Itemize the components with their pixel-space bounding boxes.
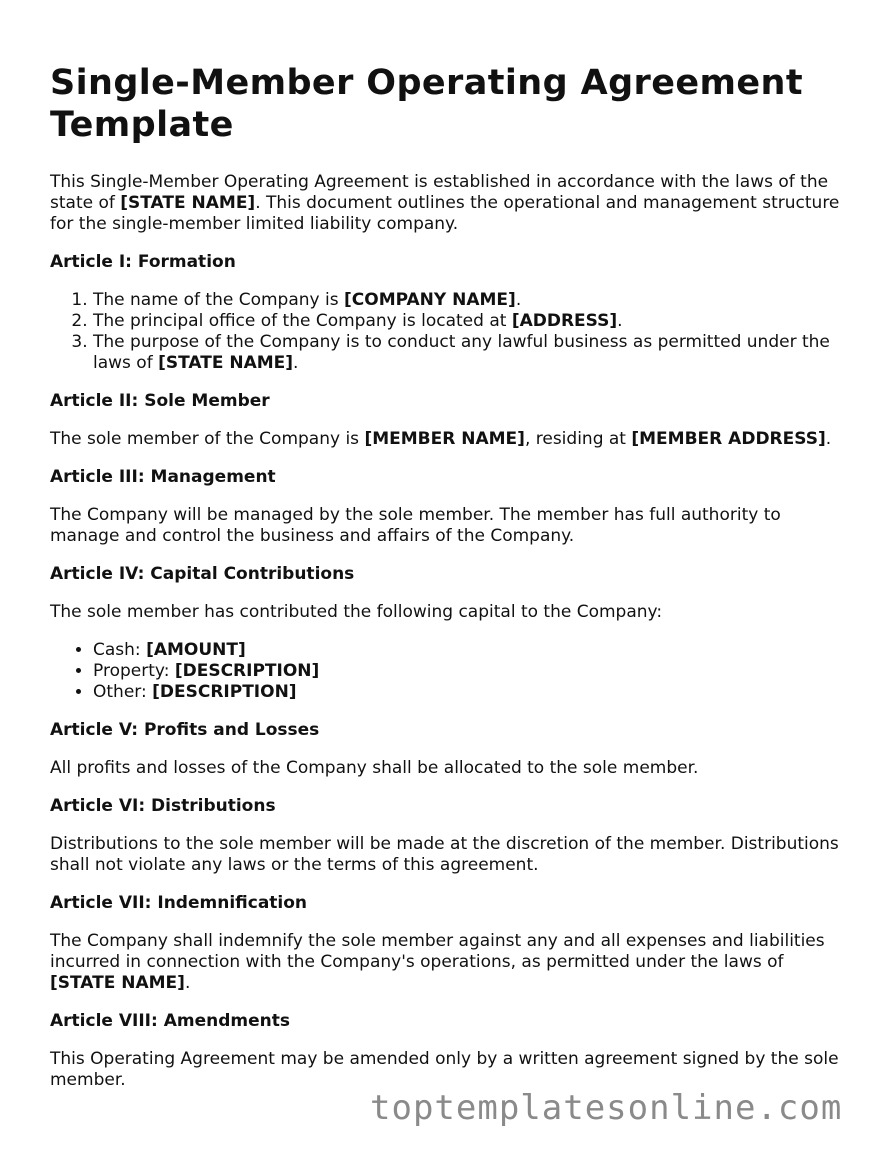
article-5-heading: Article V: Profits and Losses [50,720,320,740]
article-7-text-1: The Company shall indemnify the sole member against any and all expenses and liabilities incurred in connection with the Company's operations, as permitted under the laws of [50,931,825,972]
article-3-text: The Company will be managed by the sole member. The member has full authority to manage and control the business and affairs of the Company. [50,505,781,546]
list-item [93,290,850,311]
article-3 [50,467,850,547]
article-1-heading: Article I: Formation [50,252,236,272]
item-text: . [617,311,623,331]
article-7-text [50,931,850,994]
article-2-text [50,429,850,450]
article-7-text-2: . [184,973,191,993]
intro-text-1: This Single-Member Operating Agreement is established in accordance with the laws of the state of [50,172,829,213]
formation-list [50,290,850,374]
article-6-text: Distributions to the sole member will be made at the discretion of the member. Distributions shall not violate any laws or the terms of this agreement. [50,834,839,875]
intro-paragraph [50,172,850,235]
item-text: . [515,290,522,310]
list-item [93,682,850,703]
list-item [93,332,850,374]
address-placeholder: [ADDRESS] [511,311,618,331]
state-name-placeholder: [STATE NAME] [120,193,256,213]
article-7-heading: Article VII: Indemnification [50,893,308,913]
article-2-heading: Article II: Sole Member [50,391,270,411]
article-6-heading: Article VI: Distributions [50,796,276,816]
article-5 [50,720,850,779]
article-2-text-3: . [825,429,832,449]
item-label: Other: [93,682,153,702]
description-placeholder: [DESCRIPTION] [152,682,297,702]
article-2-text-1: The sole member of the Company is [50,429,365,449]
article-7 [50,893,850,994]
list-item [93,640,850,661]
list-item [93,661,850,682]
member-name-placeholder: [MEMBER NAME] [364,429,525,449]
article-1 [50,252,850,374]
article-8-text: This Operating Agreement may be amended only by a written agreement signed by the sole member. [50,1049,839,1090]
document-title: Single-Member Operating Agreement Template [50,63,803,145]
item-text: . [293,353,299,373]
intro-text-2: . This document outlines the operational and management structure for the single-member limited liability company. [50,193,840,234]
company-name-placeholder: [COMPANY NAME] [344,290,516,310]
watermark: toptemplatesonline.com [370,1088,843,1128]
state-name-placeholder: [STATE NAME] [50,973,185,993]
item-text: The purpose of the Company is to conduct any lawful business as permitted under the laws of [93,332,830,373]
article-4-heading: Article IV: Capital Contributions [50,564,355,584]
article-6 [50,796,850,876]
article-5-text: All profits and losses of the Company shall be allocated to the sole member. [50,758,699,778]
list-item [93,311,850,332]
article-3-heading: Article III: Management [50,467,276,487]
article-8-heading: Article VIII: Amendments [50,1011,290,1031]
document-page [50,62,850,1091]
item-text: The name of the Company is [93,290,344,310]
item-label: Property: [93,661,175,681]
member-address-placeholder: [MEMBER ADDRESS] [631,429,826,449]
article-2 [50,391,850,450]
item-label: Cash: [93,640,147,660]
amount-placeholder: [AMOUNT] [146,640,246,660]
article-4-text: The sole member has contributed the following capital to the Company: [50,602,663,622]
description-placeholder: [DESCRIPTION] [174,661,320,681]
article-8 [50,1011,850,1091]
item-text: The principal office of the Company is located at [93,311,512,331]
capital-list [50,640,850,703]
article-4 [50,564,850,703]
state-name-placeholder: [STATE NAME] [158,353,294,373]
article-2-text-2: , residing at [524,429,632,449]
